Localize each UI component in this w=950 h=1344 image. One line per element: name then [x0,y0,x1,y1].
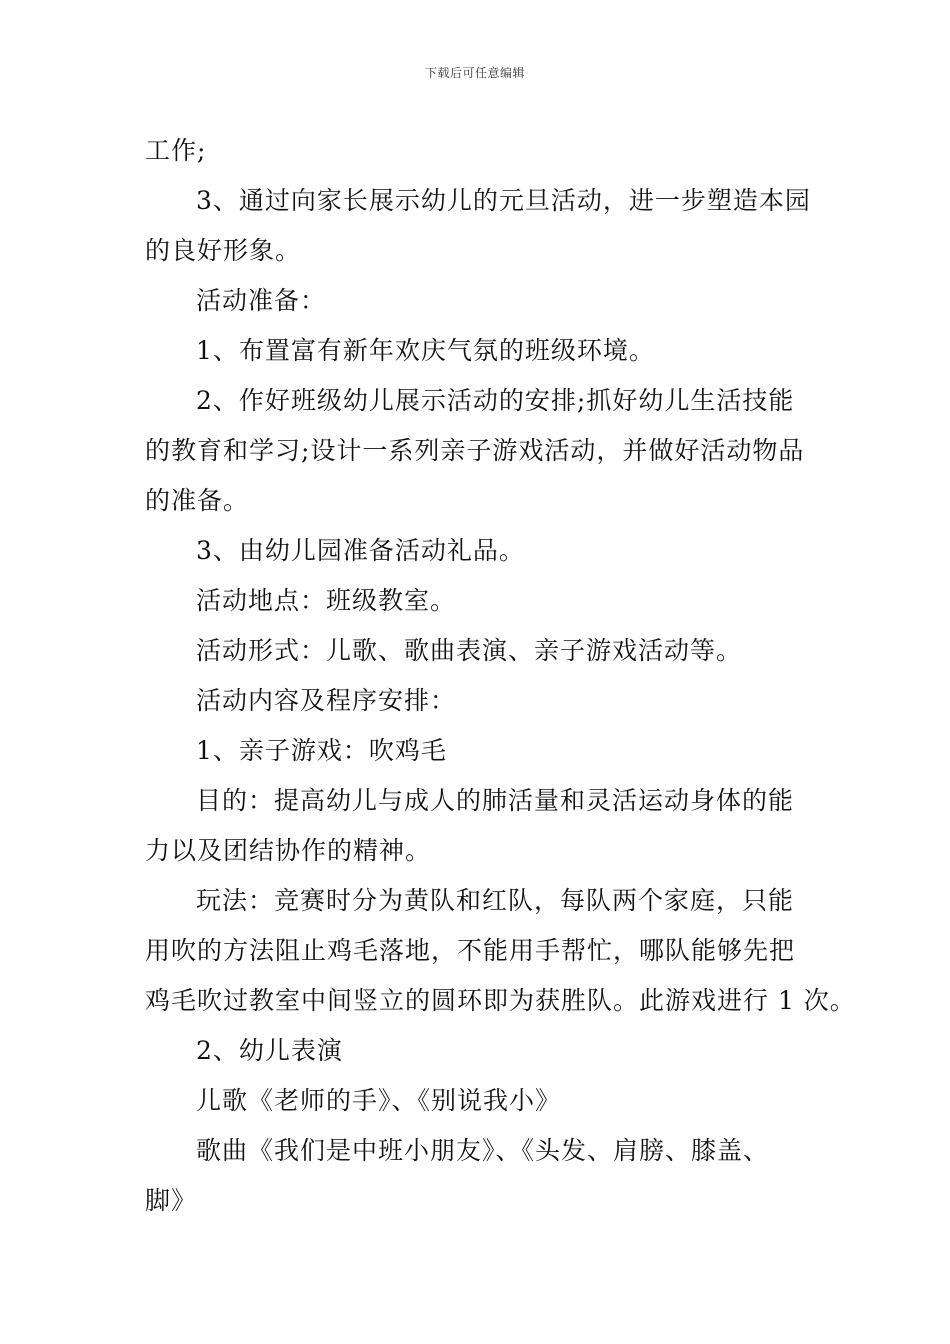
document-body [145,126,856,1226]
text-line: 用吹的方法阻止鸡毛落地，不能用手帮忙，哪队能够先把 [145,936,796,965]
text-line: 的良好形象。 [145,236,302,265]
text-line: 目的：提高幼儿与成人的肺活量和灵活运动身体的能 [196,786,795,815]
text-line: 活动形式：儿歌、歌曲表演、亲子游戏活动等。 [196,636,743,665]
text-line: 儿歌《老师的手》、《别说我小》 [196,1086,562,1115]
text-line: 2、幼儿表演 [196,1036,343,1065]
section-heading: 活动内容及程序安排： [196,686,457,715]
text-line: 玩法：竞赛时分为黄队和红队，每队两个家庭，只能 [196,886,795,915]
text-line: 歌曲《我们是中班小朋友》、《头发、肩膀、膝盖、 [196,1136,770,1165]
text-line: 鸡毛吹过教室中间竖立的圆环即为获胜队。此游戏进行 1 次。 [145,986,856,1015]
text-line: 3、由幼儿园准备活动礼品。 [196,536,525,565]
text-line: 1、亲子游戏：吹鸡毛 [196,736,447,765]
text-line: 的准备。 [145,486,250,515]
text-line: 1、布置富有新年欢庆气氛的班级环境。 [196,336,655,365]
section-heading: 活动准备： [196,286,327,315]
text-line: 2、作好班级幼儿展示活动的安排;抓好幼儿生活技能 [196,386,795,415]
text-line: 的教育和学习;设计一系列亲子游戏活动，并做好活动物品 [145,436,805,465]
page-header: 下载后可任意编辑 [424,66,525,80]
text-line: 力以及团结协作的精神。 [145,836,432,865]
text-line: 脚》 [145,1186,198,1215]
text-line: 工作; [145,136,207,165]
text-line: 3、通过向家长展示幼儿的元旦活动，进一步塑造本园 [196,186,811,215]
text-line: 活动地点：班级教室。 [196,586,457,615]
